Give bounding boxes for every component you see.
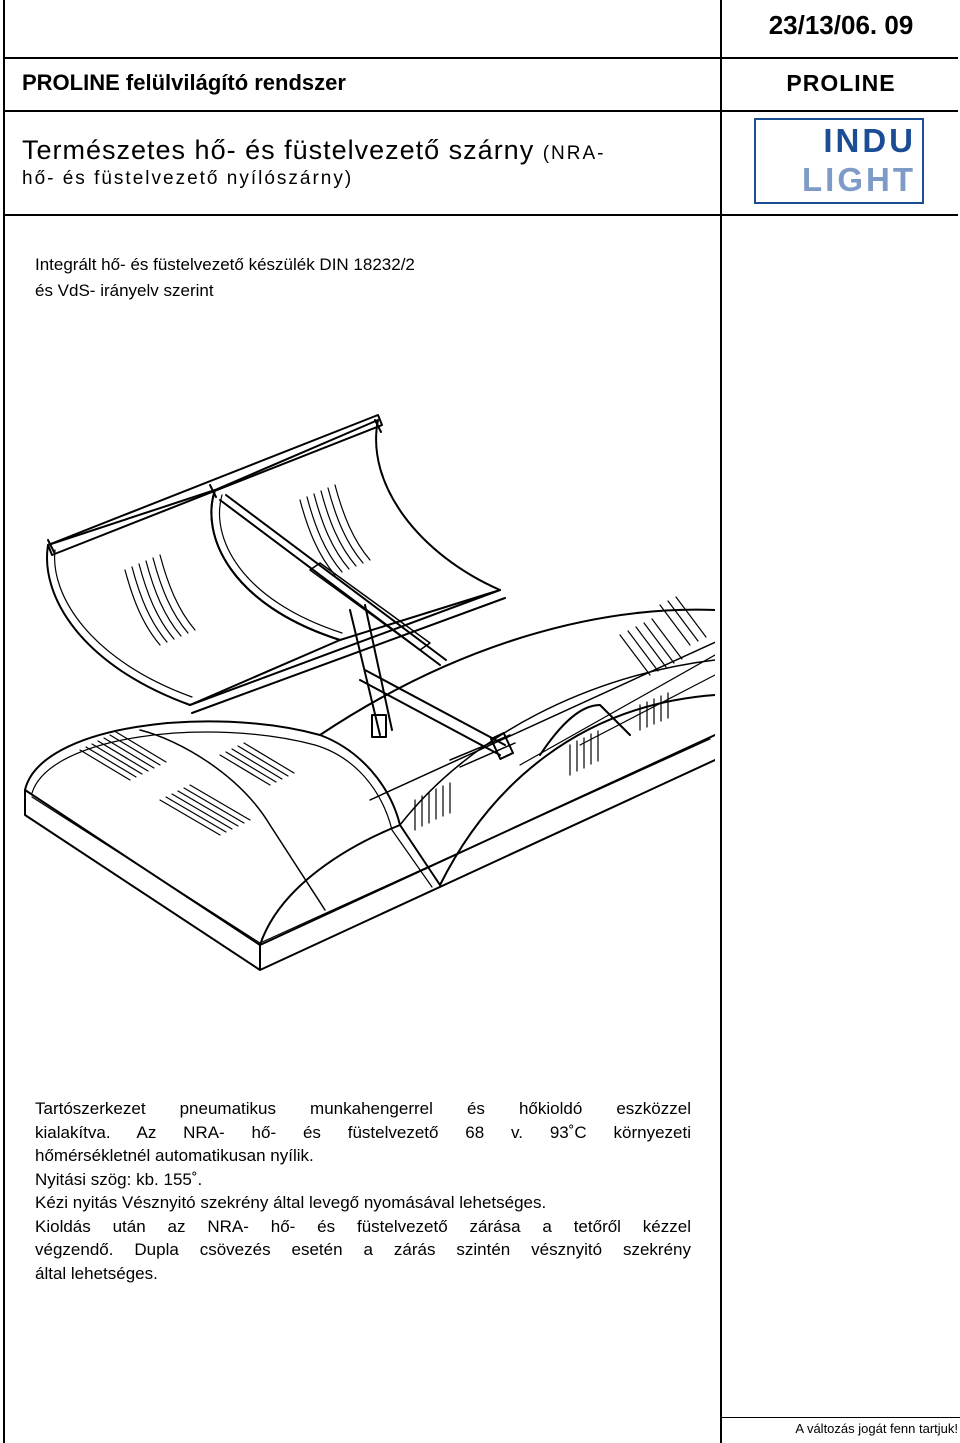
description-line-7: végzendő. Dupla csövezés esetén a zárás szintén vésznyitó szekrény (35, 1240, 691, 1259)
frame-footer-rule (720, 1417, 960, 1418)
pneumatic-cylinder (220, 495, 446, 665)
skylight-vent-drawing (20, 405, 715, 990)
system-title: PROLINE felülvilágító rendszer (22, 70, 346, 95)
description-line-2: kialakítva. Az NRA- hő- és füstelvezető 68 v. 93˚C környezeti (35, 1122, 691, 1142)
frame-left-border (3, 0, 5, 1443)
open-sash-left (47, 490, 340, 705)
footer-note: A változás jogát fenn tartjuk! (795, 1421, 958, 1436)
logo-line-indu: INDU (823, 122, 916, 159)
hinge-rail (190, 590, 505, 713)
main-title-suffix: (NRA- (542, 143, 606, 164)
logo-line-light: LIGHT (802, 161, 916, 198)
description (35, 1097, 691, 1285)
subtitle: hő- és füstelvezető nyílószárny) (22, 168, 354, 189)
indulight-logo (754, 118, 924, 204)
description-line-5: Kézi nyitás Vésznyitó szekrény által levegő nyomásával lehetséges. (35, 1193, 547, 1212)
glazing-hatch-left (80, 732, 294, 835)
description-line-3: hőmérsékletnél automatikusan nyílik. (35, 1146, 314, 1165)
brand-name: PROLINE (786, 70, 896, 96)
description-line-6: Kioldás után az NRA- hő- és füstelvezető zárása a tetőről kézzel (35, 1216, 691, 1236)
frame-vertical-divider (720, 0, 722, 1443)
intro-text (35, 252, 695, 304)
description-line-8: által lehetséges. (35, 1263, 158, 1283)
frame-header-bottom-rule (3, 214, 958, 216)
description-line-4: Nyitási szög: kb. 155˚. (35, 1169, 203, 1189)
frame-top-rule (3, 57, 958, 59)
glazing-hatch-open (125, 485, 370, 645)
intro-line-1: Integrált hő- és füstelvezető készülék DIN 18232/2 (35, 255, 415, 274)
main-title-text: Természetes hő- és füstelvezető szárny (22, 135, 535, 165)
main-title (22, 134, 606, 170)
left-dome-arch (25, 721, 440, 885)
document-code: 23/13/06. 09 (768, 10, 914, 40)
intro-line-2: és VdS- irányelv szerint (35, 281, 214, 300)
right-dome-arches (320, 610, 715, 885)
frame-mid-rule (3, 110, 958, 112)
description-line-1: Tartószerkezet pneumatikus munkahengerrel és hőkioldó eszközzel (35, 1099, 691, 1118)
